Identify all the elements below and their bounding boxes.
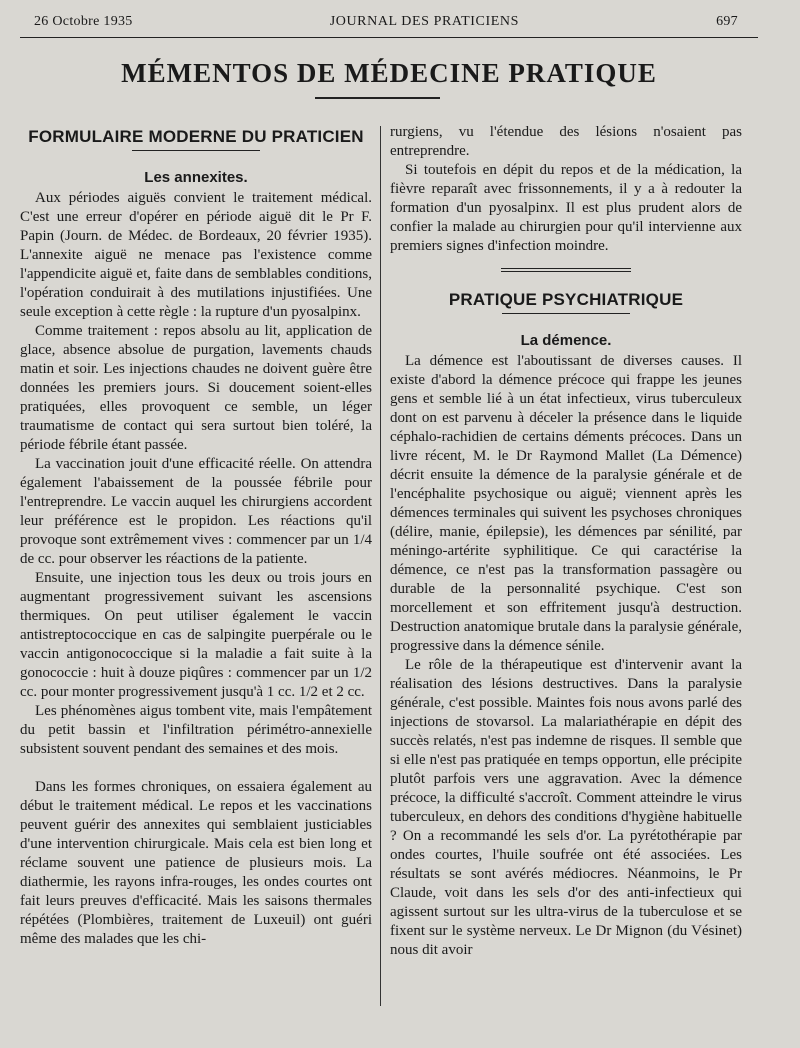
left-column <box>20 123 372 949</box>
paragraph: Si toutefois en dépit du repos et de la médication, la fièvre reparaît avec frissonnements, il y a à redouter la formation d'un pyosalpinx. Il est plus prudent alors de confier la malade au chirurgien pour qu'il intervienne aux premiers signes d'infection moindre. <box>390 162 742 254</box>
paragraph: Le rôle de la thérapeutique est d'intervenir avant la réalisation des lésions destructives. Dans la paralysie générale, c'est possible. Maintes fois nous avons parlé des injections de stovarsol. La malariathérapie en dépit des succès relatés, n'est pas indemne de risques. Il semble que si elle n'est pas pratiquée en temps opportun, elle précipite plutôt parfois vers une aggravation. Avec la démence précoce, la difficulté s'accroît. Comment atteindre le virus tuberculeux, en dehors des conditions d'hygiène habituelle ? On a recommandé les sels d'or. La pyrétothérapie par ondes courtes, l'huile soufrée ont été associées. Les résultats se sont avérés médiocres. Néanmoins, le Pr Claude, voit dans les sels d'or des anti-infectieux qui agissent surtout sur les ultra-virus de la tuberculose et se fixent sur le système nerveux. Le Dr Mignon (du Vésinet) nous dit avoir <box>390 657 742 958</box>
title-rule <box>315 97 440 99</box>
section-separator <box>501 268 631 272</box>
journal-name: JOURNAL DES PRATICIENS <box>329 14 519 29</box>
paragraph: Ensuite, une injection tous les deux ou trois jours en augmentant progressivement suivant les ascensions thermiques. On peut utiliser également le vaccin antistreptococcique en cas de salpingite puerpérale ou le vaccin antigonococcique si la maladie a fait suite à la gonococcie : huit à douze piqûres : commencer par un 1/2 cc. pour monter progressivement jusqu'à 1 cc. 1/2 et 2 cc. <box>20 570 372 700</box>
page-number: 697 <box>716 14 738 29</box>
header-rule <box>20 37 758 38</box>
section-title-formulaire: FORMULAIRE MODERNE DU PRATICIEN <box>28 127 364 146</box>
paragraph: Comme traitement : repos absolu au lit, application de glace, absence absolue de purgation, lavements chauds matin et soir. Les injections chaudes ne doivent guère être données les premiers jours. Si doucement soient-elles pratiquées, elles provoquent ce semble, un léger traumatisme de contact qui sera surtout bien toléré, la période fébrile étant passée. <box>20 323 372 453</box>
column-divider <box>380 126 381 1006</box>
paragraph: Les phénomènes aigus tombent vite, mais l'empâtement du petit bassin et l'infiltration périmétro-annexielle subsistent souvent pendant des semaines et des mois. <box>20 703 372 757</box>
issue-date: 26 Octobre 1935 <box>34 14 133 29</box>
running-header <box>34 14 738 34</box>
section-rule <box>502 313 630 314</box>
section-title-psychiatrique: PRATIQUE PSYCHIATRIQUE <box>448 290 684 309</box>
section-rule <box>132 150 260 151</box>
subtitle-annexites: Les annexites. <box>144 169 248 186</box>
paragraph: La vaccination jouit d'une efficacité réelle. On attendra également l'abaissement de la poussée fébrile pour l'entreprendre. Le vaccin auquel les chirurgiens accordent leur préférence est le propidon. Les réactions qu'il provoque sont extrêmement vives : commencer par un 1/4 de cc. pour observer les réactions de la patiente. <box>20 456 372 567</box>
paragraph: Aux périodes aiguës convient le traitement médical. C'est une erreur d'opérer en période aiguë dit le Pr F. Papin (Journ. de Médec. de Bordeaux, 20 février 1935). L'annexite aiguë ne menace pas l'existence comme l'appendicite aiguë et, faite dans de semblables conditions, l'opération conduirait à des mutilations injustifiées. Une seule exception à cette règle : la rupture d'un pyosalpinx. <box>20 190 372 320</box>
paragraph: La démence est l'aboutissant de diverses causes. Il existe d'abord la démence précoce qui frappe les jeunes gens et semble lié à un état infectieux, virus tuberculeux dont on est parvenu à déceler la présence dans le liquide céphalo-rachidien de certains déments précoces. Dans un livre récent, M. le Dr Raymond Mallet (La Démence) décrit ensuite la démence de la paralysie générale et de l'encéphalite psychosique ou aiguë; viennent après les démences terminales qui suivent les psychoses chroniques (délire, manie, épilepsie), les démences par sénilité, par méningo-artérite syphilitique. Ce qui caractérise la démence, ce n'est pas la transformation passagère ou durable de la personnalité psychique. C'est son morcellement et son effritement jusqu'à destruction. Destruction anatomique brutale dans la paralysie générale, progressive dans la démence sénile. <box>390 353 742 654</box>
paragraph: Dans les formes chroniques, on essaiera également au début le traitement médical. Le repos et les vaccinations peuvent guérir des annexites qui semblaient justiciables d'une intervention chirurgicale. Mais cela est bien long et réclame souvent une patience de plusieurs mois. La diathermie, les rayons infra-rouges, les ondes courtes ont fait leurs preuves d'efficacité. Mais les saisons thermales répétées (Plombières, traitement de Luxeuil) ont guéri même des malades que les chi- <box>20 779 372 947</box>
page-title: MÉMENTOS DE MÉDECINE PRATIQUE <box>121 58 657 88</box>
right-column <box>390 123 742 960</box>
paragraph: rurgiens, vu l'étendue des lésions n'osaient pas entreprendre. <box>390 124 742 159</box>
subtitle-demence: La démence. <box>520 332 612 349</box>
